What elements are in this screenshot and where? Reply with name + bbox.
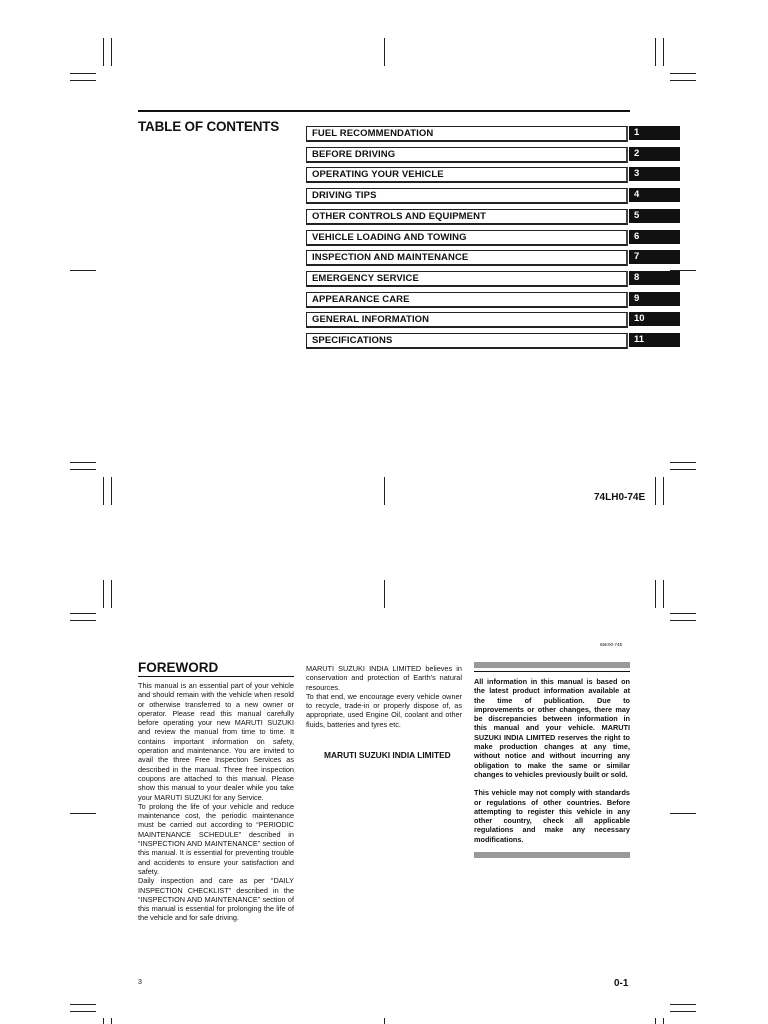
document-code-small: 65K00-74E	[600, 642, 623, 647]
toc-title: TABLE OF CONTENTS	[138, 119, 280, 134]
note-box	[474, 677, 630, 844]
toc-item-number: 6	[634, 230, 640, 242]
foreword-column-1	[138, 681, 294, 923]
toc-item[interactable]	[306, 147, 680, 162]
toc-item-box	[306, 230, 628, 246]
toc-item-box	[306, 292, 628, 308]
toc-item-number-tab	[629, 126, 680, 140]
toc-item-box	[306, 126, 628, 142]
paragraph: To prolong the life of your vehicle and reduce maintenance cost, the periodic maintenance must be carried out according to “PERIODIC MAINTENANCE SCHEDULE” described in “INSPECTION AND MAINTENANCE” section of this manual. It is essential for preventing trouble and accidents to ensure your satisfaction and safety.	[138, 801, 294, 876]
toc-item-label: VEHICLE LOADING AND TOWING	[312, 231, 467, 243]
toc-item-number-tab	[629, 188, 680, 202]
toc-item-label: FUEL RECOMMENDATION	[312, 128, 434, 139]
toc-item[interactable]	[306, 230, 680, 245]
toc-item-number-tab	[629, 167, 680, 181]
foreword-title: FOREWORD	[138, 660, 219, 675]
toc-item-number: 2	[634, 147, 640, 159]
toc-item-label: DRIVING TIPS	[312, 190, 377, 202]
toc-item-number: 4	[634, 189, 640, 201]
toc-item-label: OTHER CONTROLS AND EQUIPMENT	[312, 210, 486, 222]
note-bar-top	[474, 662, 630, 668]
toc-item-number-tab	[629, 312, 680, 326]
toc-item-label: INSPECTION AND MAINTENANCE	[312, 252, 469, 264]
paragraph: MARUTI SUZUKI INDIA LIMITED believes in conservation and protection of Earth’s natural resources.	[306, 664, 462, 692]
paragraph: To that end, we encourage every vehicle owner to recycle, trade-in or properly dispose of, as appropriate, used Engine Oil, coolant and other fluids, batteries and tyres etc.	[306, 691, 462, 729]
paragraph: Daily inspection and care as per “DAILY INSPECTION CHECKLIST” described in the “INSPECTION AND MAINTENANCE” section of this manual is essential for prolonging the life of the vehicle and for safe driving.	[138, 876, 294, 923]
foreword-column-2	[306, 664, 462, 729]
toc-item-number: 1	[634, 127, 640, 138]
document-code: 74LH0-74E	[594, 492, 646, 503]
note-rule	[474, 671, 630, 672]
toc-item[interactable]	[306, 167, 680, 182]
toc-item[interactable]	[306, 209, 680, 224]
toc-item-number: 9	[634, 292, 640, 304]
toc-item-label: APPEARANCE CARE	[312, 293, 410, 305]
toc-item-number: 7	[634, 251, 640, 263]
note-paragraph: All information in this manual is based on the latest product information available at the time of publication. Due to improvements or other changes, there may be discrepancies between information in this manual and your vehicle. MARUTI SUZUKI INDIA LIMITED reserves the right to make production changes at any time, without notice and without incurring any obligation to make the same or similar changes to vehicles previously built or sold.	[474, 677, 630, 779]
toc-item-number-tab	[629, 333, 680, 347]
paragraph: This manual is an essential part of your vehicle and should remain with the vehicle when resold or otherwise transferred to a new owner or operator. Please read this manual carefully before operating your new MARUTI SUZUKI and review the manual from time to time. It contains important information on safety, operation and maintenance. You are invited to avail the three Free Inspection Services as described in the manual. Three free inspection coupons are attached to this manual. Please show this manual to your dealer while you take your MARUTI SUZUKI for any Service.	[138, 681, 294, 802]
toc-item-box	[306, 167, 628, 183]
toc-item[interactable]	[306, 188, 680, 203]
toc-item[interactable]	[306, 271, 680, 286]
toc-item-number-tab	[629, 147, 680, 161]
toc-item-number-tab	[629, 230, 680, 244]
toc-item-number: 11	[634, 334, 645, 345]
header-rule	[138, 110, 630, 112]
toc-item-number: 8	[634, 271, 640, 283]
toc-item-number: 3	[634, 168, 640, 180]
toc-item-label: EMERGENCY SERVICE	[312, 272, 419, 284]
toc-item[interactable]	[306, 333, 680, 348]
foreword-rule	[138, 676, 294, 677]
toc-item-label: OPERATING YOUR VEHICLE	[312, 169, 444, 181]
note-paragraph: This vehicle may not comply with standards or regulations of other countries. Before attempting to register this vehicle in any other country, check all applicable regulations and make any necessary modifications.	[474, 788, 630, 844]
page-number-left: 3	[138, 979, 142, 986]
toc-item-number-tab	[629, 209, 680, 223]
toc-item[interactable]	[306, 292, 680, 307]
toc-item[interactable]	[306, 126, 680, 141]
toc-item[interactable]	[306, 312, 680, 327]
toc-item-label: BEFORE DRIVING	[312, 148, 396, 160]
toc-item-number-tab	[629, 250, 680, 264]
toc-item-number-tab	[629, 292, 680, 306]
toc-item-label: GENERAL INFORMATION	[312, 314, 430, 326]
toc-item-number: 10	[634, 313, 645, 325]
company-signature: MARUTI SUZUKI INDIA LIMITED	[324, 750, 451, 760]
toc-item-box	[306, 271, 628, 287]
toc-item-number: 5	[634, 209, 640, 221]
toc-item-box	[306, 147, 628, 163]
page-number: 0-1	[614, 978, 629, 989]
toc-item-box	[306, 333, 628, 349]
toc-item-box	[306, 209, 628, 225]
toc-item[interactable]	[306, 250, 680, 265]
note-bar-bottom	[474, 852, 630, 858]
toc-item-box	[306, 250, 628, 266]
toc-item-label: SPECIFICATIONS	[312, 335, 393, 346]
toc-item-number-tab	[629, 271, 680, 285]
toc-item-box	[306, 312, 628, 328]
toc-item-box	[306, 188, 628, 204]
